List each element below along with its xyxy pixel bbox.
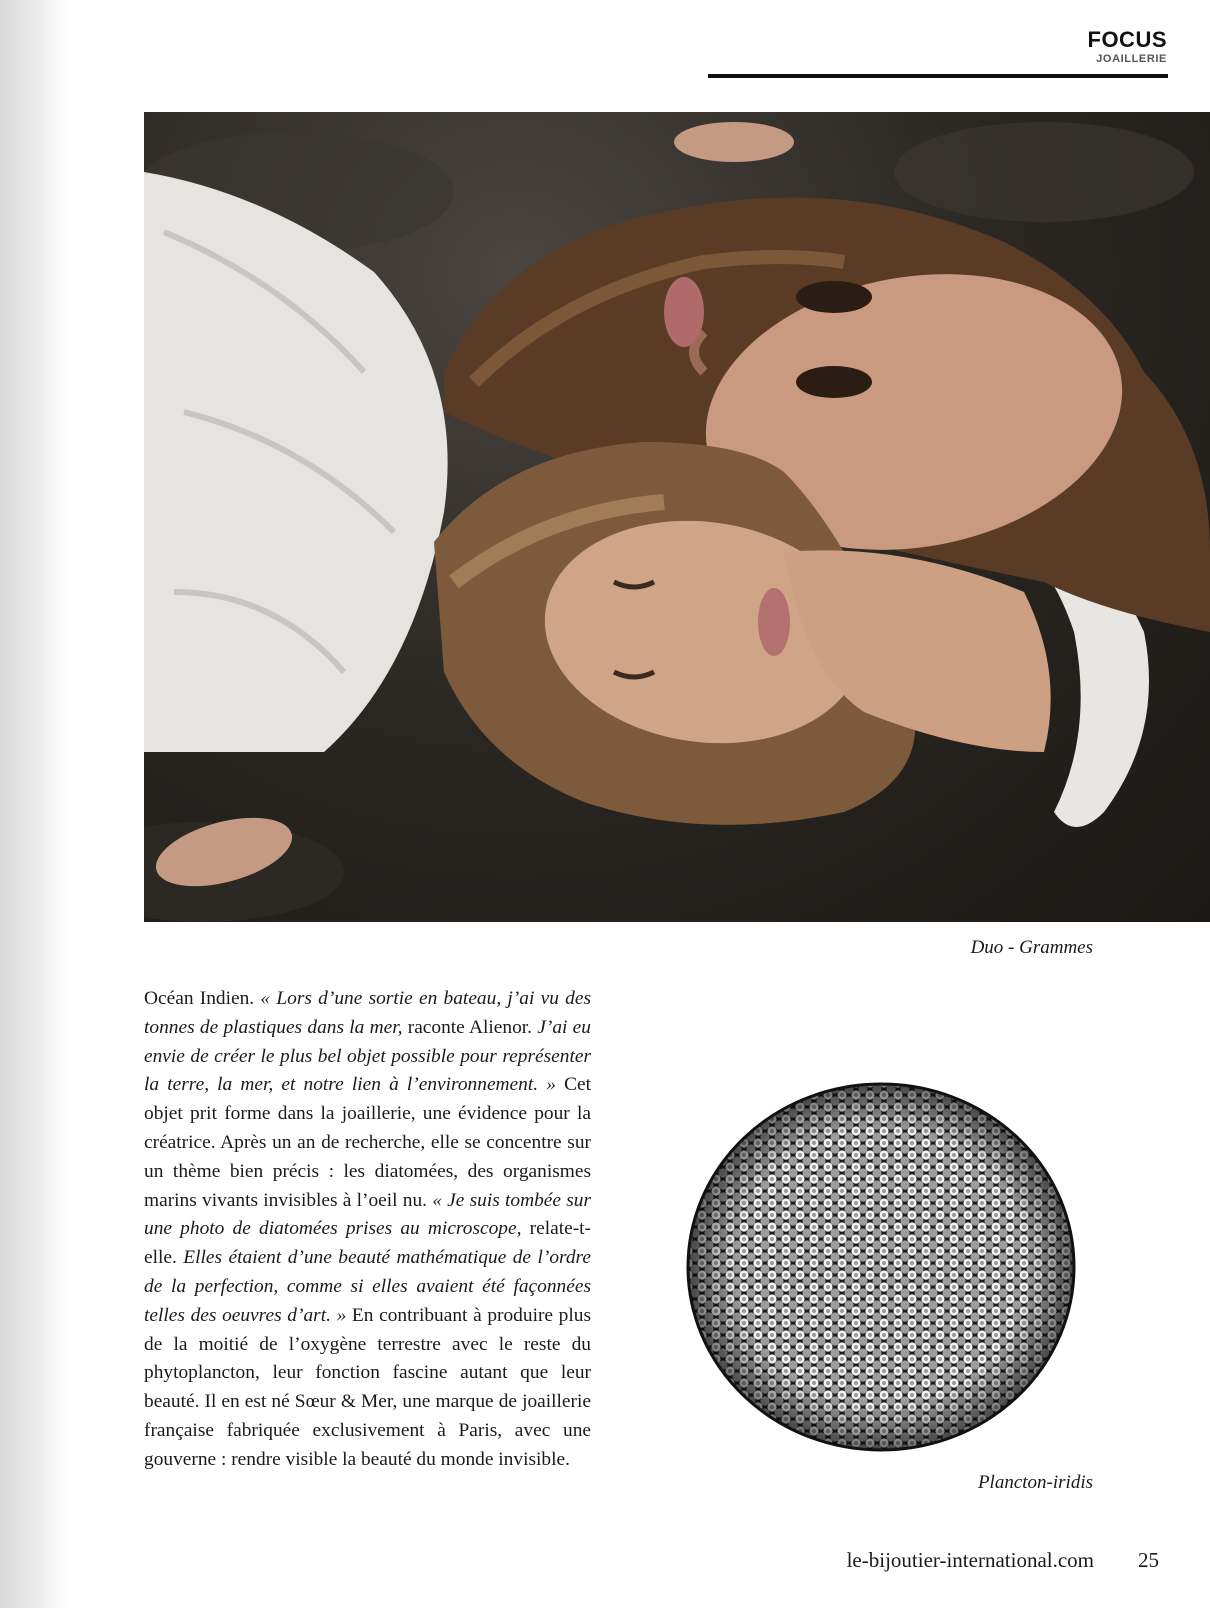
article-quote: « Lors d’une sortie en bateau, j’ai vu des tonnes de plastiques dans la mer,: [144, 988, 591, 1038]
page-number: 25: [1138, 1548, 1159, 1572]
article-body: [144, 985, 591, 1475]
article-text: Océan Indien.: [144, 988, 261, 1009]
article-text: Cet objet prit forme dans la joaillerie, une évidence pour la créatrice. Après un an de recherche, elle se concentre sur un thème bien précis : les diatomées, des organismes marins vivants invisibles à l’oeil nu.: [144, 1074, 591, 1211]
header-rule: [708, 74, 1168, 78]
article-quote: « Je suis tombée sur une photo de diatomées prises au microscope,: [144, 1189, 591, 1240]
page-spine-shadow: [0, 0, 70, 1608]
article-text: relate-t-elle.: [144, 1218, 591, 1269]
photo-caption: Duo - Grammes: [970, 937, 1093, 958]
photo-illustration: [144, 112, 1210, 922]
section-subtitle: JOAILLERIE: [1096, 53, 1167, 65]
article-quote: Elles étaient d’une beauté mathématique de l’ordre de la perfection, comme si elles avaient été façonnées telles des oeuvres d’art. »: [144, 1247, 591, 1326]
footer-website: le-bijoutier-international.com: [846, 1548, 1094, 1572]
diatom-image: [681, 1077, 1081, 1457]
diatom-caption: Plancton-iridis: [977, 1472, 1093, 1493]
article-text: En contribuant à produire plus de la moitié de l’oxygène terrestre avec le reste du phytoplancton, leur fonction fascine autant que leur beauté. Il en est né Sœur & Mer, une marque de joaillerie française fabriquée exclusivement à Paris, avec une gouverne : rendre visible la beauté du monde invisible.: [144, 1304, 591, 1470]
article-photo: [144, 112, 1210, 922]
section-header: [1088, 28, 1168, 66]
section-title: FOCUS: [1087, 27, 1167, 52]
article-text: raconte Alienor.: [402, 1016, 538, 1038]
article-quote: J’ai eu envie de créer le plus bel objet possible pour représenter la terre, la mer, et notre lien à l’environnement. »: [144, 1016, 591, 1096]
